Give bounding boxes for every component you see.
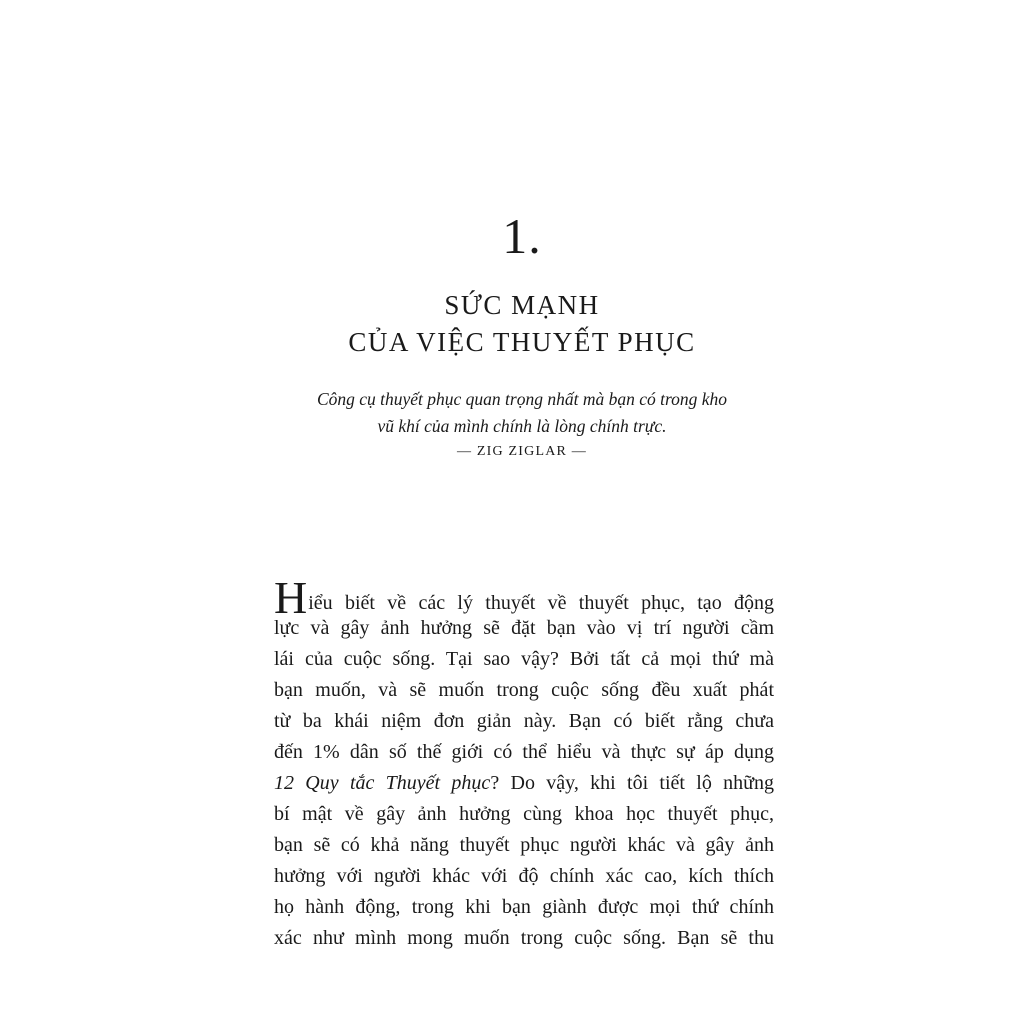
body-line: họ hành động, trong khi bạn giành được mọi thứ chính (274, 896, 774, 918)
chapter-title-line-1: SỨC MẠNH (444, 290, 600, 320)
chapter-number: 1. (502, 208, 542, 264)
body-line: lái của cuộc sống. Tại sao vậy? Bởi tất cả mọi thứ mà (274, 648, 774, 670)
chapter-title-line-2: CỦA VIỆC THUYẾT PHỤC (348, 327, 696, 357)
body-line: bạn sẽ có khả năng thuyết phục người khác và gây ảnh (274, 834, 774, 856)
epigraph-line-2: vũ khí của mình chính là lòng chính trực. (377, 416, 667, 436)
body-line: xác như mình mong muốn trong cuộc sống. Bạn sẽ thu (274, 927, 774, 949)
body-line (274, 768, 774, 799)
epigraph-line-1: Công cụ thuyết phục quan trọng nhất mà bạn có trong kho (316, 389, 728, 409)
body-line-text: ? Do vậy, khi tôi tiết lộ những (490, 772, 774, 794)
body-line (274, 572, 774, 623)
body-line: bí mật về gây ảnh hưởng cùng khoa học thuyết phục, (274, 803, 774, 825)
drop-cap: H (274, 572, 308, 623)
body-line: hưởng với người khác với độ chính xác cao, kích thích (274, 865, 774, 887)
body-paragraph (274, 572, 774, 954)
book-reference: 12 Quy tắc Thuyết phục (274, 772, 491, 794)
body-line: lực và gây ảnh hưởng sẽ đặt bạn vào vị trí người cầm (274, 617, 774, 639)
body-line: từ ba khái niệm đơn giản này. Bạn có biết rằng chưa (274, 710, 774, 732)
body-line: đến 1% dân số thế giới có thể hiểu và thực sự áp dụng (274, 741, 774, 763)
epigraph-author: — ZIG ZIGLAR — (457, 444, 587, 459)
body-line: bạn muốn, và sẽ muốn trong cuộc sống đều xuất phát (274, 679, 774, 701)
body-line-text: iểu biết về các lý thuyết về thuyết phục, tạo động (308, 592, 774, 614)
